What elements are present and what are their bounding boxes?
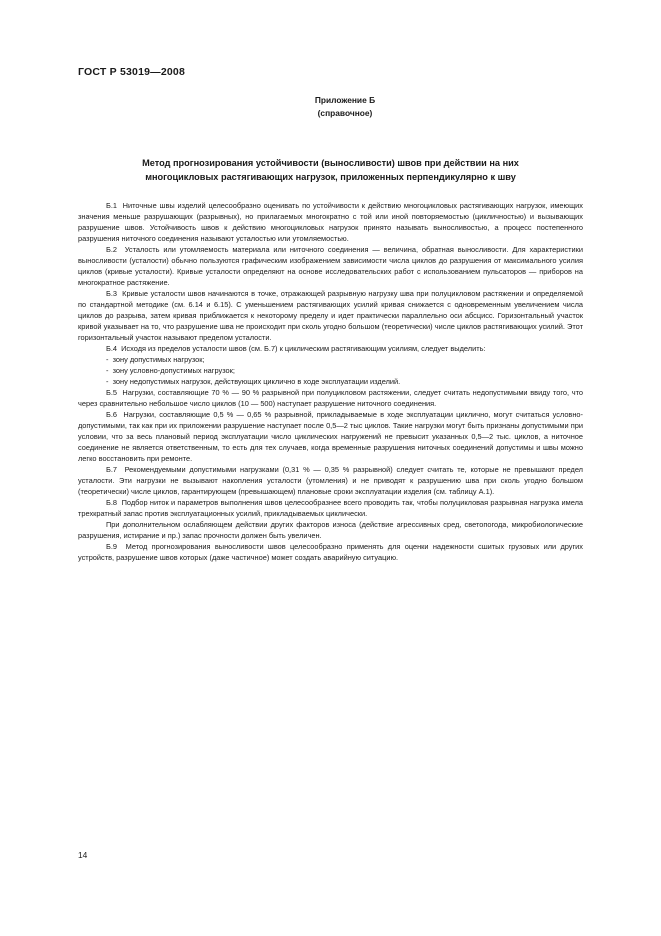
paragraph-number: Б.5 — [106, 388, 118, 397]
paragraph-text: Нагрузки, составляющие 70 % — 90 % разрывной при полуцикловом растяжении, следует считать недопустимыми ввиду того, что через сравнительно небольшое число циклов (10 — 500) наступает разрушение ниточного соединения. — [78, 388, 584, 408]
paragraph-b9 — [78, 541, 583, 563]
page-number: 14 — [78, 850, 88, 860]
list-item: - зону условно-допустимых нагрузок; — [78, 365, 583, 376]
paragraph-b1 — [78, 200, 583, 244]
section-title-line-2: многоцикловых растягивающих нагрузок, приложенных перпендикулярно к шву — [145, 172, 516, 182]
paragraph-b3 — [78, 288, 583, 343]
standard-header: ГОСТ Р 53019—2008 — [78, 66, 186, 78]
paragraph-text: Подбор ниток и параметров выполнения швов целесообразнее всего проводить так, чтобы полуцикловая разрывная нагрузка имела трехкратный запас против эксплуатационных усилий, прикладываемых циклически. — [78, 498, 584, 518]
paragraph-number: Б.3 — [106, 289, 118, 298]
paragraph-text: Ниточные швы изделий целесообразно оценивать по устойчивости к действию многоцикловых растягивающих нагрузок, имеющих значения меньше разрушающих (разрывных), но прилагаемых многократно с той или иной повторяемостью (цикличностью) и вызывающих разрушение швов. Устойчивость швов к действию многоцикловых нагрузок принято называть выносливостью, а процесс постепенного разрушения ниточного соединения называют усталостью или утомляемостью. — [78, 201, 583, 243]
paragraph-text: Рекомендуемыми допустимыми нагрузками (0,31 % — 0,35 % разрывной) следует считать те, которые не превышают предел усталости. Эти нагрузки не вызывают накопления усталости (утомления) и не приводят к разрушению шва при сколь угодно большом (теоретически) числе циклов, гарантирующем (превышающем) плановые сроки эксплуатации изделия (см. таблицу А.1). — [78, 465, 583, 496]
paragraph-number: Б.9 — [106, 542, 118, 551]
section-title — [78, 156, 583, 184]
list-item: - зону недопустимых нагрузок, действующих циклично в ходе эксплуатации изделий. — [78, 376, 583, 387]
paragraph-b8 — [78, 497, 583, 519]
zone-list — [78, 354, 583, 387]
list-item: - зону допустимых нагрузок; — [78, 354, 583, 365]
paragraph-number: Б.1 — [106, 201, 118, 210]
section-title-line-1: Метод прогнозирования устойчивости (выносливости) швов при действии на них — [142, 158, 519, 168]
paragraph-b6 — [78, 409, 583, 464]
paragraph-number: Б.7 — [106, 465, 118, 474]
document-body — [78, 200, 583, 563]
paragraph-number: Б.4 — [106, 344, 118, 353]
paragraph-number: Б.8 — [106, 498, 118, 507]
paragraph-b8-continued — [78, 519, 583, 541]
paragraph-number: Б.2 — [106, 245, 118, 254]
paragraph-text: Метод прогнозирования выносливости швов целесообразно применять для оценки надежности сшитых грузовых или других устройств, разрушение швов которых (даже частичное) может создать аварийную ситуацию. — [78, 542, 583, 562]
appendix-label: Приложение Б — [314, 95, 376, 105]
appendix-note: (справочное) — [317, 108, 373, 118]
paragraph-text: Нагрузки, составляющие 0,5 % — 0,65 % разрывной, прикладываемые в ходе эксплуатации циклично, могут считаться условно-допустимыми, так как при их приложении разрушение наступает после 0,5—2 тыс циклов. Такие нагрузки могут быть признаны допустимыми при условии, что за весь плановый период эксплуатации число циклических нагружений не превысит указанных 0,5—2 тыс. циклов, а ниточное соединение не является ответственным, то есть для тех случаев, когда временные разрушения ниточных соединений допустимы и швы можно легко восстановить при ремонте. — [78, 410, 584, 463]
paragraph-text: Кривые усталости швов начинаются в точке, отражающей разрывную нагрузку шва при полуцикловом растяжении и определяемой по стандартной методике (см. 6.14 и 6.15). С уменьшением растягивающих усилий кривая снижается с одновременным увеличением числа циклов до разрыва, затем кривая приближается к некоторому пределу и идет практически параллельно оси абсцисс. Горизонтальный участок кривой указывает на то, что разрушение шва не происходит при сколь угодно большом (теоретически) числе циклов растягивающих усилий. Этот горизонтальный участок называют пределом усталости. — [78, 289, 583, 342]
appendix-label-block — [260, 94, 430, 120]
paragraph-text: Усталость или утомляемость материала или ниточного соединения — величина, обратная выносливости. Для характеристики выносливости (усталости) обычно пользуются графическим изображением зависимости числа циклов до разрушения от максимального усилия циклов (кривые усталости). Кривые усталости определяют на основе исследовательских работ с использованием пульсаторов — приборов на многократное растяжение. — [78, 245, 583, 287]
paragraph-text: Исходя из пределов усталости швов (см. Б.7) к циклическим растягивающим усилиям, следует выделить: — [121, 344, 486, 353]
paragraph-b5 — [78, 387, 583, 409]
paragraph-b2 — [78, 244, 583, 288]
paragraph-b7 — [78, 464, 583, 497]
paragraph-b4 — [78, 343, 583, 354]
paragraph-number: Б.6 — [106, 410, 118, 419]
paragraph-text: При дополнительном ослабляющем действии других факторов износа (действие агрессивных сред, светопогода, микробиологические разрушения, истирание и пр.) запас прочности должен быть увеличен. — [78, 520, 583, 540]
